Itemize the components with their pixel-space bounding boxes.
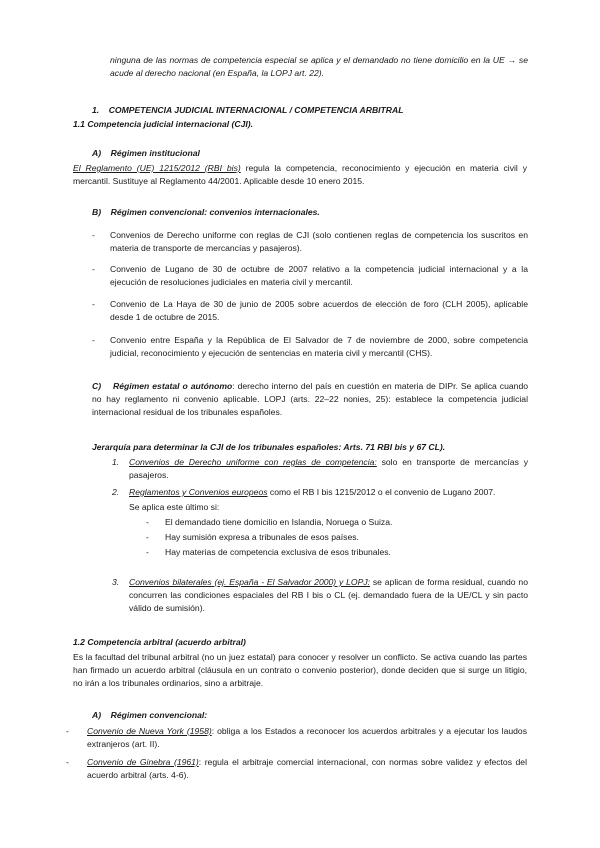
jerarquia-item-1-text: solo en transporte de mercancías y pasajeros. [129, 457, 528, 480]
sec-c-paragraph [92, 380, 528, 419]
list-item-text: : obliga a los Estados a reconocer los acuerdos arbitrales y a ejecutar los laudos extranjeros (art. II). [87, 726, 527, 749]
sec-b-label: B) [92, 207, 102, 217]
convenio-ginebra-link[interactable]: Convenio de Ginebra (1961) [87, 757, 199, 767]
bullet-dash: - [66, 757, 69, 767]
bullet-dash: - [92, 299, 95, 309]
jerarquia-item-3-number: 3. [112, 577, 120, 587]
sec-a2-heading [92, 709, 207, 722]
sec-a-label: A) [92, 148, 102, 158]
convenio-nueva-york-link[interactable]: Convenio de Nueva York (1958) [87, 726, 212, 736]
sec-a2-title: Régimen convencional: [110, 710, 208, 720]
bullet-dash: - [146, 532, 149, 542]
list-item [87, 725, 527, 751]
jerarquia-item-2-number: 2. [112, 487, 120, 497]
sec-b-title: Régimen convencional: convenios internacionales. [110, 207, 320, 217]
bullet-dash: - [146, 517, 149, 527]
sec-c-title: Régimen estatal o autónomo [113, 381, 233, 391]
list-item: Convenio de La Haya de 30 de junio de 2005 sobre acuerdos de elección de foro (CLH 2005), aplicable desde 1 de octubre de 2015. [110, 299, 528, 322]
convenios-bilaterales-link[interactable]: Convenios bilaterales (ej. España - El Salvador 2000) y LOPJ: [129, 577, 371, 587]
subsection-heading-1-1: 1.1 Competencia judicial internacional (CJI). [73, 119, 254, 129]
sec-a-paragraph [73, 162, 527, 188]
bullet-dash: - [92, 230, 95, 240]
jerarquia-heading: Jerarquía para determinar la CJI de los tribunales españoles: Arts. 71 RBI bis y 67 CL). [92, 442, 446, 452]
jerarquia-item-2-text: como el RB I bis 1215/2012 o el convenio de Lugano 2007. [267, 487, 496, 497]
bullet-dash: - [66, 726, 69, 736]
jerarquia-item-1 [129, 456, 528, 482]
jerarquia-item-1-number: 1. [112, 457, 120, 467]
sub-list-item: Hay materias de competencia exclusiva de esos tribunales. [165, 547, 391, 557]
sub-list-item: Hay sumisión expresa a tribunales de esos países. [165, 532, 359, 542]
list-item: Convenio entre España y la República de El Salvador de 7 de noviembre de 2000, sobre competencia judicial, reconocimiento y ejecución de sentencias en materia civil y mercantil (CHS). [110, 335, 528, 358]
jerarquia-item-2-sub-intro: Se aplica este último si: [129, 502, 220, 512]
sub-list-item: El demandado tiene domicilio en Islandia, Noruega o Suiza. [165, 517, 393, 527]
sec-a2-label: A) [92, 710, 102, 720]
list-item [87, 756, 527, 782]
convenios-uniforme-link[interactable]: Convenios de Derecho uniforme con reglas de competencia: [129, 457, 377, 467]
list-item: Convenios de Derecho uniforme con reglas de CJI (solo contienen reglas de competencia los suscritos en materia de transporte de mercancías y pasajeros). [110, 230, 528, 253]
bullet-dash: - [92, 335, 95, 345]
jerarquia-item-3-text: se aplican de forma residual, cuando no concurren las condiciones espaciales del RB I bis o CL (ej. demandado fuera de la UE/CL y sin pacto válido de sumisión). [129, 577, 528, 613]
jerarquia-item-2 [129, 486, 528, 499]
arbitral-paragraph: Es la facultad del tribunal arbitral (no un juez estatal) para conocer y resolver un conflicto. Se activa cuando las partes han firmado un acuerdo arbitral (cláusula en un contrato o convenio posterior), donde deciden que si surge un litigio, no irán a los tribunales ordinarios, sino a arbitraje. [73, 652, 527, 688]
list-item-text: : regula el arbitraje comercial internacional, con normas sobre validez y efectos del acuerdo arbitral (arts. 4-6). [87, 757, 527, 780]
reglamentos-europeos-link[interactable]: Reglamentos y Convenios europeos [129, 487, 268, 497]
bullet-dash: - [92, 264, 95, 274]
subsection-heading-1-2: 1.2 Competencia arbitral (acuerdo arbitral) [73, 637, 246, 647]
jerarquia-item-3 [129, 576, 528, 615]
intro-paragraph: ninguna de las normas de competencia especial se aplica y el demandado no tiene domicilio en la UE → se acude al derecho nacional (en España, la LOPJ art. 22). [110, 55, 528, 78]
sec-a-heading [92, 147, 200, 160]
sec-c-label: C) [92, 381, 102, 391]
sec-b-heading [92, 206, 320, 219]
list-item: Convenio de Lugano de 30 de octubre de 2007 relativo a la competencia judicial internacional y a la ejecución de resoluciones judiciales en materia civil y mercantil. [110, 264, 528, 287]
sec-a-text: regula la competencia, reconocimiento y ejecución en materia civil y mercantil. Sustituye al Reglamento 44/2001. Aplicable desde 10 enero 2015. [73, 163, 527, 186]
rbi-bis-link[interactable]: El Reglamento (UE) 1215/2012 (RBI bis) [73, 163, 241, 173]
bullet-dash: - [146, 547, 149, 557]
sec-a-title: Régimen institucional [110, 148, 200, 158]
section-heading-1: 1. COMPETENCIA JUDICIAL INTERNACIONAL / COMPETENCIA ARBITRAL [92, 105, 404, 115]
sec-c-text: : derecho interno del país en cuestión en materia de DIPr. Se aplica cuando no hay reglamento ni convenio aplicable. LOPJ (arts. 22–22 nonies, 25): establece la competencia judicial internacional residual de los tribunales españoles. [92, 381, 528, 417]
